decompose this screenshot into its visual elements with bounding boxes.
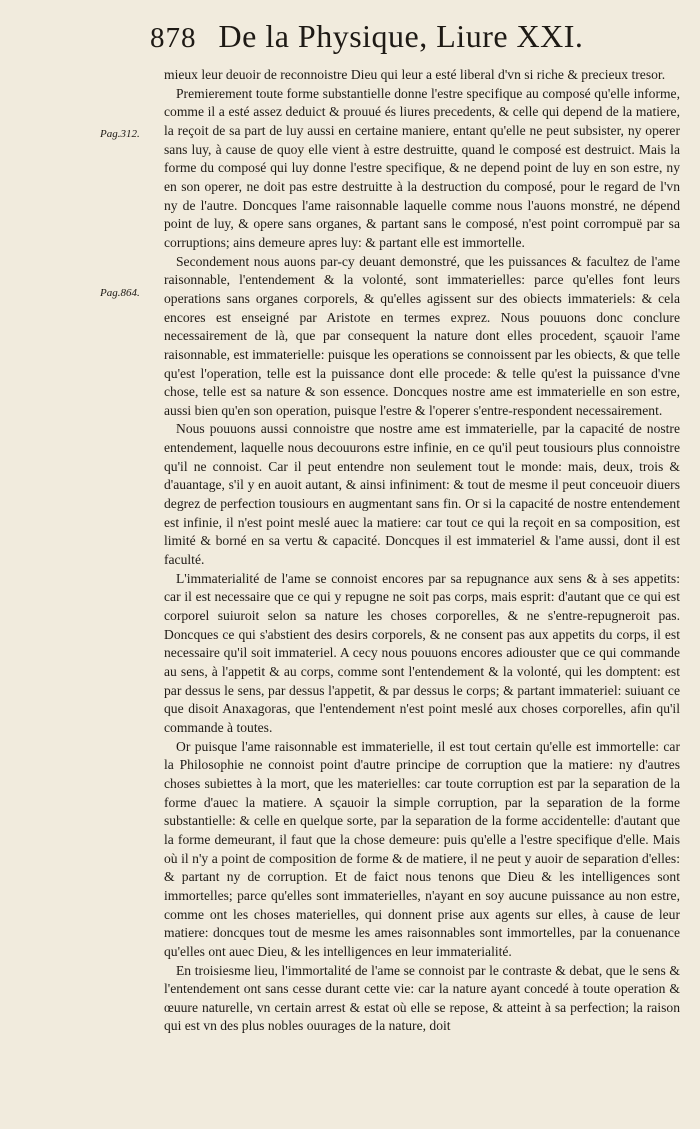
body-text: [164, 66, 680, 1036]
paragraph: L'immaterialité de l'ame se connoist encores par sa repugnance aux sens & à ses appetits: car il est necessaire que ce qui y repugne ne soit pas corps, mais esprit: d'autant que ce qui est corporel suiuroit selon sa nature les choses corporelles, & ne s'entre-repugneroit pas. Doncques ce qui s'abstient des desirs corporels, & ne consent pas aux appetits du corps, il est necessaire qu'il soit immateriel. A cecy nous pouuons encores adiouster que ce qui commande au sens, à l'appetit & au corps, comme sont l'entendement & la volonté, qui les domptent: est par dessus le sens, par dessus l'appetit, & par dessus le corps; & partant immateriel: suiuant ce que disoit Anaxagoras, que l'entendement n'est point meslé aux choses corporelles, afin qu'il commande à toutes.: [164, 570, 680, 735]
page-number: 878: [150, 22, 197, 54]
running-title: De la Physique, Liure XXI.: [218, 18, 584, 54]
paragraph: mieux leur deuoir de reconnoistre Dieu qui leur a esté liberal d'vn si riche & precieux tresor.: [164, 67, 666, 82]
margin-note-page-ref: Pag.864.: [100, 287, 140, 299]
paragraph: En troisiesme lieu, l'immortalité de l'ame se connoist par le contraste & debat, que le sens & l'entendement ont sans cesse durant cette vie: car la nature ayant concedé à toute operation & œuure naturelle, vn certain arrest & estat où elle se repose, & atteint à sa perfection; la raison qui est vn des plus nobles ouurages de la nature, doit: [164, 962, 680, 1034]
margin-note-page-ref: Pag.312.: [100, 128, 140, 140]
paragraph: Secondement nous auons par-cy deuant demonstré, que les puissances & facultez de l'ame raisonnable, l'entendement & la volonté, sont immaterielles: parce qu'elles font leurs operations sans organes corporels, & qu'elles agissent sur des obiects immateriels: & cela encores est enseigné par Aristote en termes exprez. Nous pouuons donc conclure necessairement de là, que par consequent la nature dont elles procedent, sçauoir l'ame raisonnable, est immaterielle: puisque les operations se connoissent par les obiects, & que telle qu'est l'operation, telle est la puissance dont elle procede: & telle qu'est la puissance d'vne chose, telle est sa nature & son essence. Doncques nostre ame est immaterielle en son estre, aussi bien qu'en son operation, puisque l'estre & l'operer s'entre-respondent necessairement.: [164, 253, 680, 418]
page-header: [150, 18, 590, 58]
paragraph: Premierement toute forme substantielle donne l'estre specifique au composé qu'elle informe, comme il a esté assez deduict & prouué és liures precedents, & celle qui depend de la matiere, la reçoit de sa part de luy aussi en certaine maniere, entant qu'elle ne peut subsister, ny operer sans luy, à cause de quoy elle vient à estre destruitte, quand le composé est destruict. Mais la forme du composé qui luy donne l'estre specifique, & ne depend point de luy en son estre, ny en son operer, ne doit pas estre destruitte à la destruction du composé, pour le regard de l'vn ny de l'autre. Doncques l'ame raisonnable laquelle comme nous l'auons monstré, ne dépend point de luy, & opere sans organes, & partant sans le composé, n'est point corrompuë par sa corruptions; ains demeure apres luy: & partant elle est immortelle.: [164, 85, 680, 250]
paragraph: Or puisque l'ame raisonnable est immaterielle, il est tout certain qu'elle est immortelle: car la Philosophie ne connoist point d'autre principe de corruption que la matiere: ny d'autres choses subiettes à la mort, que les materielles: car toute corruption est par la separation de la forme d'auec la matiere. A sçauoir la simple corruption, par la separation de la forme substantielle: & celle en quelque sorte, par la separation de la forme accidentelle: d'autant que la forme demeurant, il faut que la chose demeure: puis qu'elle a l'estre specifique d'elle. Mais où il n'y a point de composition de forme & de matiere, il ne peut y auoir de separation d'elles: & partant ny de corruption. Et de faict nous tenons que Dieu & les intelligences sont immortelles; parce qu'elles sont immaterielles, n'ayant en soy aucune puissance au non estre, comme ont les choses materielles, qui donnent prise aux agents sur elles, à cause de leur matiere: doncques tout de mesme les ames raisonnables sont immortelles, par la conuenance qu'elles ont auec Dieu, & les intelligences en leur immaterialité.: [164, 738, 680, 959]
paragraph: Nous pouuons aussi connoistre que nostre ame est immaterielle, par la capacité de nostre entendement, laquelle nous decouurons estre infinie, en ce qu'il peut tousiours plus connoistre qu'il ne connoist. Car il peut entendre non seulement tout le monde: mais, deux, trois & d'auantage, s'il y en auoit autant, & ainsi infiniment: & tout de mesme il peut conceuoir diuers degrez de perfection tousiours en augmentant sans fin. Or si la capacité de nostre entendement est infinie, il n'est point meslé auec la matiere: car tout ce qui la reçoit en sa composition, est limité & borné en sa vertu & capacité. Doncques il est immateriel & l'ame aussi, dont il est faculté.: [164, 421, 680, 568]
